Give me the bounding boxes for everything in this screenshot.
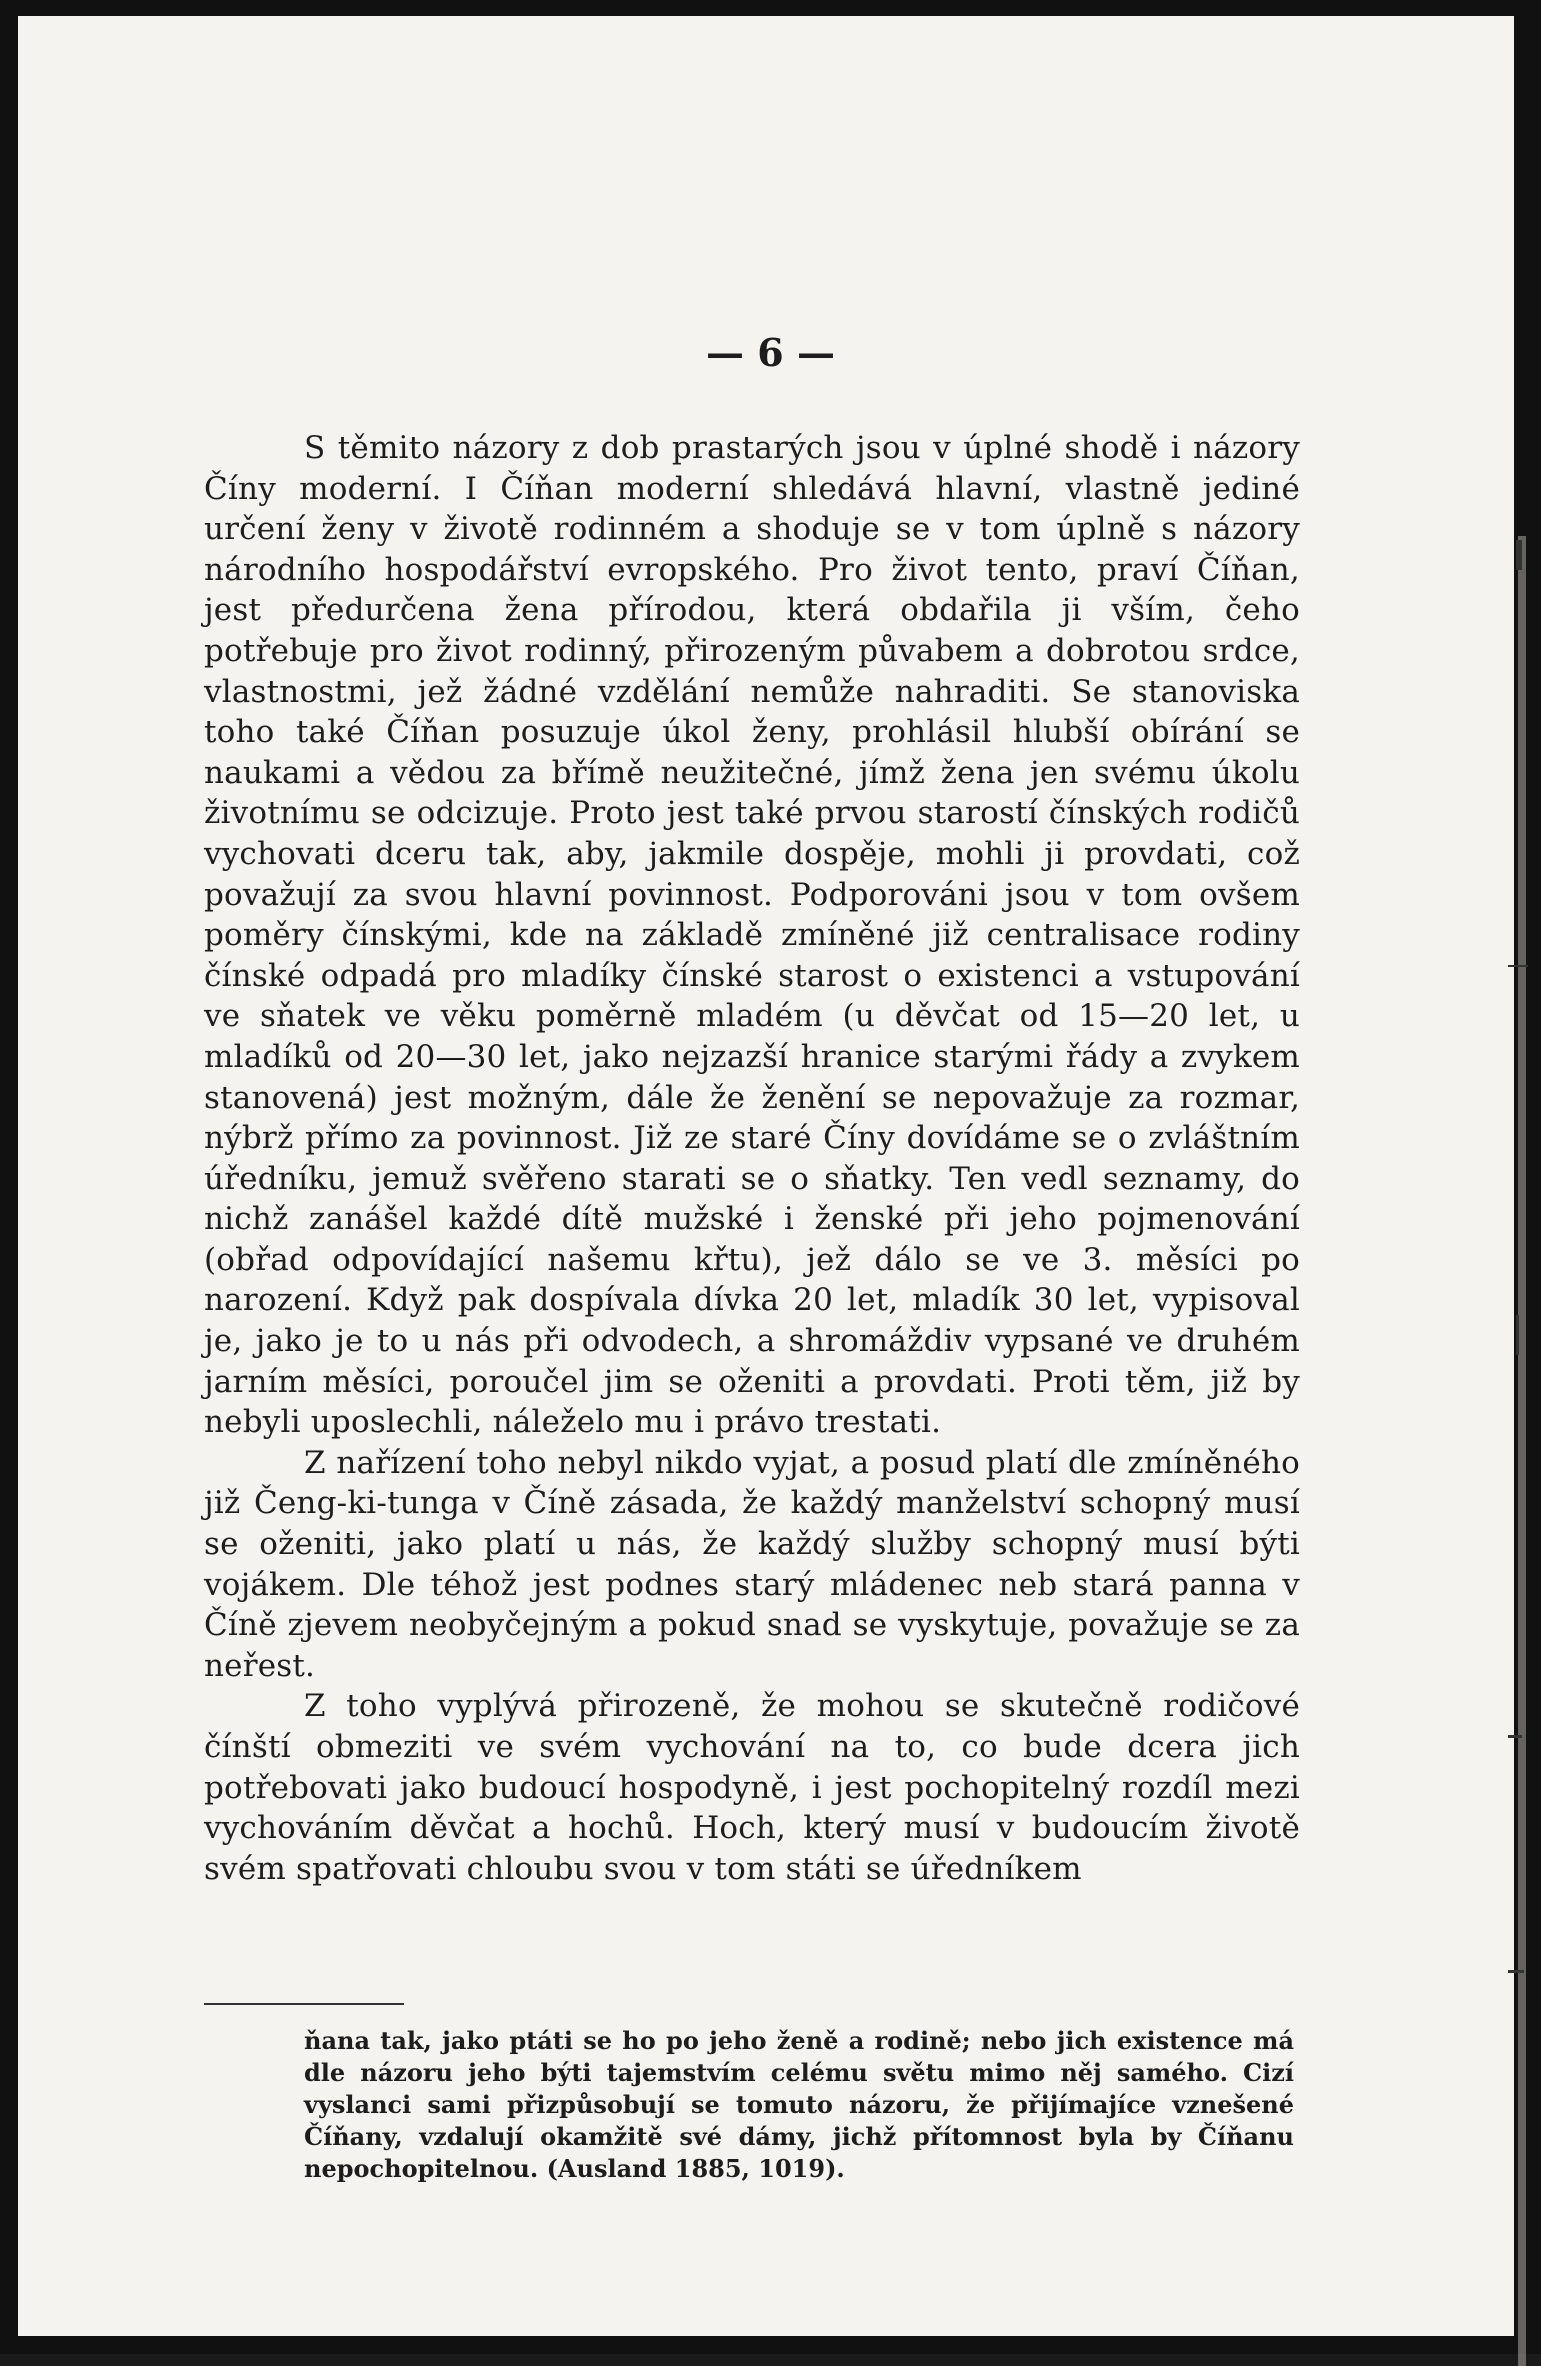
footnote-separator	[204, 2003, 404, 2005]
paragraph: S těmito názory z dob prastarých jsou v úplné shodě i názory Číny moderní. I Číňan moderní shledává hlavní, vlastně jediné určení ženy v životě rodinném a shoduje se v tom úplně s názory národního hospodářství evropského. Pro život tento, praví Číňan, jest předurčena žena přírodou, která obdařila ji vším, čeho potřebuje pro život rodinný, přirozeným půvabem a dobrotou srdce, vlastnostmi, jež žádné vzdělání nemůže nahraditi. Se stanoviska toho také Číňan posuzuje úkol ženy, prohlásil hlubší obírání se naukami a vědou za břímě neužitečné, jímž žena jen svému úkolu životnímu se odcizuje. Proto jest také prvou starostí čínských rodičů vychovati dceru tak, aby, jakmile dospěje, mohli ji provdati, což považují za svou hlavní povinnost. Podporováni jsou v tom ovšem poměry čínskými, kde na základě zmíněné již centralisace rodiny čínské odpadá pro mladíky čínské starost o existenci a vstupování ve sňatek ve věku poměrně mladém (u děvčat od 15—20 let, u mladíků od 20—30 let, jako nejzazší hranice starými řády a zvykem stanovená) jest možným, dále že ženění se nepovažuje za rozmar, nýbrž přímo za povinnost. Již ze staré Číny dovídáme se o zvláštním úředníku, jemuž svěřeno starati se o sňatky. Ten vedl seznamy, do nichž zanášel každé dítě mužské i ženské při jeho pojmenování (obřad odpovídající našemu křtu), jež dálo se ve 3. měsíci po narození. Když pak dospívala dívka 20 let, mladík 30 let, vypisoval je, jako je to u nás při odvodech, a shromáždiv vypsané ve druhém jarním měsíci, poroučel jim se oženiti a provdati. Proti těm, již by nebyli uposlechli, náleželo mu i právo trestati.	[204, 430, 1300, 1441]
scan-artifact	[1508, 965, 1528, 967]
scan-artifact	[1516, 540, 1522, 570]
page-number: — 6 —	[706, 330, 835, 375]
paragraph: Z toho vyplývá přirozeně, že mohou se skutečně rodičové čínští obmeziti ve svém vychování na to, co bude dcera jich potřebovati jako budoucí hospodyně, i jest pochopitelný rozdíl mezi vychováním děvčat a hochů. Hoch, který musí v budoucím životě svém spatřovati chloubu svou v tom státi se úředníkem	[204, 1688, 1300, 1887]
page-edge-shadow	[1518, 536, 1526, 2366]
main-text	[204, 428, 1300, 1889]
scan-artifact	[1508, 1735, 1522, 1738]
footnote: ňana tak, jako ptáti se ho po jeho ženě a rodině; nebo jich existence má dle názoru jeho býti tajemstvím celému světu mimo něj samého. Cizí vyslanci sami přizpůsobují se tomuto názoru, že přijímajíce vznešené Číňany, vzdalují okamžitě své dámy, jichž přítomnost byla by Číňanu nepochopitelnou. (Ausland 1885, 1019).	[304, 2026, 1294, 2183]
paragraph: Z nařízení toho nebyl nikdo vyjat, a posud platí dle zmíněného již Čeng-ki-tunga v Číně zásada, že každý manželství schopný musí se oženiti, jako platí u nás, že každý služby schopný musí býti vojákem. Dle téhož jest podnes starý mládenec neb stará panna v Číně zjevem neobyčejným a pokud snad se vyskytuje, považuje se za neřest.	[204, 1444, 1300, 1684]
scan-artifact	[1516, 1315, 1519, 1355]
scan-artifact	[1508, 1970, 1524, 1973]
